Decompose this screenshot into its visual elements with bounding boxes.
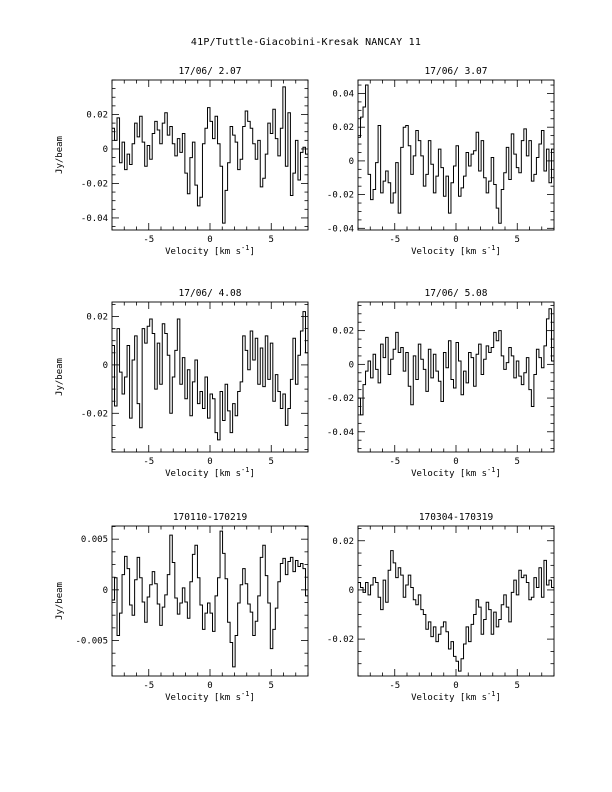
x-tick-label: 0: [207, 681, 213, 691]
y-tick-label: -0.02: [326, 635, 354, 646]
spectrum-panel-1: [55, 66, 308, 257]
x-axis-label: Velocity [km $s^{-1}$]: [411, 466, 501, 479]
spectrum-panel-2: [327, 66, 554, 257]
y-tick-label: -0.04: [80, 213, 108, 224]
y-tick-label: 0: [102, 144, 108, 155]
x-tick-label: 0: [453, 457, 459, 467]
y-tick-label: 0.02: [86, 312, 108, 323]
x-axis-label: Velocity [km $s^{-1}$]: [411, 244, 501, 257]
x-axis-label: Velocity [km $s^{-1}$]: [165, 690, 255, 703]
panel-title: 170304-170319: [418, 512, 494, 523]
y-tick-label: 0: [348, 360, 354, 371]
x-axis-label: Velocity [km $s^{-1}$]: [165, 466, 255, 479]
x-tick-label: -5: [389, 457, 401, 467]
spectrum-panel-4: [327, 288, 554, 479]
x-tick-label: -5: [143, 681, 155, 691]
y-tick-label: 0.02: [332, 326, 354, 337]
x-tick-label: 0: [207, 235, 213, 245]
y-tick-label: -0.02: [80, 409, 108, 420]
y-tick-label: 0: [102, 585, 108, 596]
y-tick-label: -0.005: [75, 636, 108, 647]
spectrum-line: [358, 551, 554, 671]
y-tick-label: 0.04: [332, 89, 354, 100]
spectrum-line: [358, 309, 554, 415]
plot-frame: [112, 302, 308, 452]
spectrum-line: [112, 87, 308, 223]
x-tick-label: -5: [389, 681, 401, 691]
spectrum-panel-5: [55, 512, 308, 703]
spectrum-line: [112, 312, 308, 440]
spectrum-line: [112, 531, 308, 667]
y-tick-label: -0.02: [326, 190, 354, 201]
plot-frame: [112, 526, 308, 676]
y-tick-label: -0.02: [80, 179, 108, 190]
spectrum-line: [358, 85, 554, 223]
plot-frame: [358, 526, 554, 676]
x-tick-label: 5: [514, 457, 520, 467]
x-tick-label: 5: [268, 681, 274, 691]
x-tick-label: 0: [453, 681, 459, 691]
y-tick-label: -0.04: [326, 427, 354, 438]
y-axis-label: Jy/beam: [55, 136, 65, 174]
x-tick-label: 0: [207, 457, 213, 467]
y-tick-label: 0.005: [80, 535, 108, 546]
plot-frame: [112, 80, 308, 230]
y-tick-label: 0.02: [332, 123, 354, 134]
panel-title: 17/06/ 4.08: [178, 288, 242, 299]
x-tick-label: 0: [453, 235, 459, 245]
page-title: 41P/Tuttle-Giacobini-Kresak NANCAY 11: [190, 37, 422, 48]
x-tick-label: -5: [389, 235, 401, 245]
x-axis-label: Velocity [km $s^{-1}$]: [411, 690, 501, 703]
y-axis-label: Jy/beam: [55, 582, 65, 620]
panel-title: 170110-170219: [172, 512, 248, 523]
y-tick-label: 0.02: [86, 110, 108, 121]
y-axis-label: Jy/beam: [55, 358, 65, 396]
x-tick-label: -5: [143, 457, 155, 467]
panel-title: 17/06/ 2.07: [178, 66, 242, 77]
x-tick-label: 5: [268, 457, 274, 467]
x-tick-label: 5: [514, 235, 520, 245]
x-axis-label: Velocity [km $s^{-1}$]: [165, 244, 255, 257]
x-tick-label: -5: [143, 235, 155, 245]
y-tick-label: 0.02: [332, 536, 354, 547]
y-tick-label: 0: [348, 156, 354, 167]
panel-title: 17/06/ 3.07: [424, 66, 488, 77]
y-tick-label: 0: [102, 360, 108, 371]
y-tick-label: 0: [348, 585, 354, 596]
spectrum-panel-3: [55, 288, 308, 479]
x-tick-label: 5: [268, 235, 274, 245]
y-tick-label: -0.02: [326, 394, 354, 405]
x-tick-label: 5: [514, 681, 520, 691]
spectrum-panel-6: [327, 512, 554, 703]
y-tick-label: -0.04: [326, 224, 354, 235]
panel-title: 17/06/ 5.08: [424, 288, 488, 299]
